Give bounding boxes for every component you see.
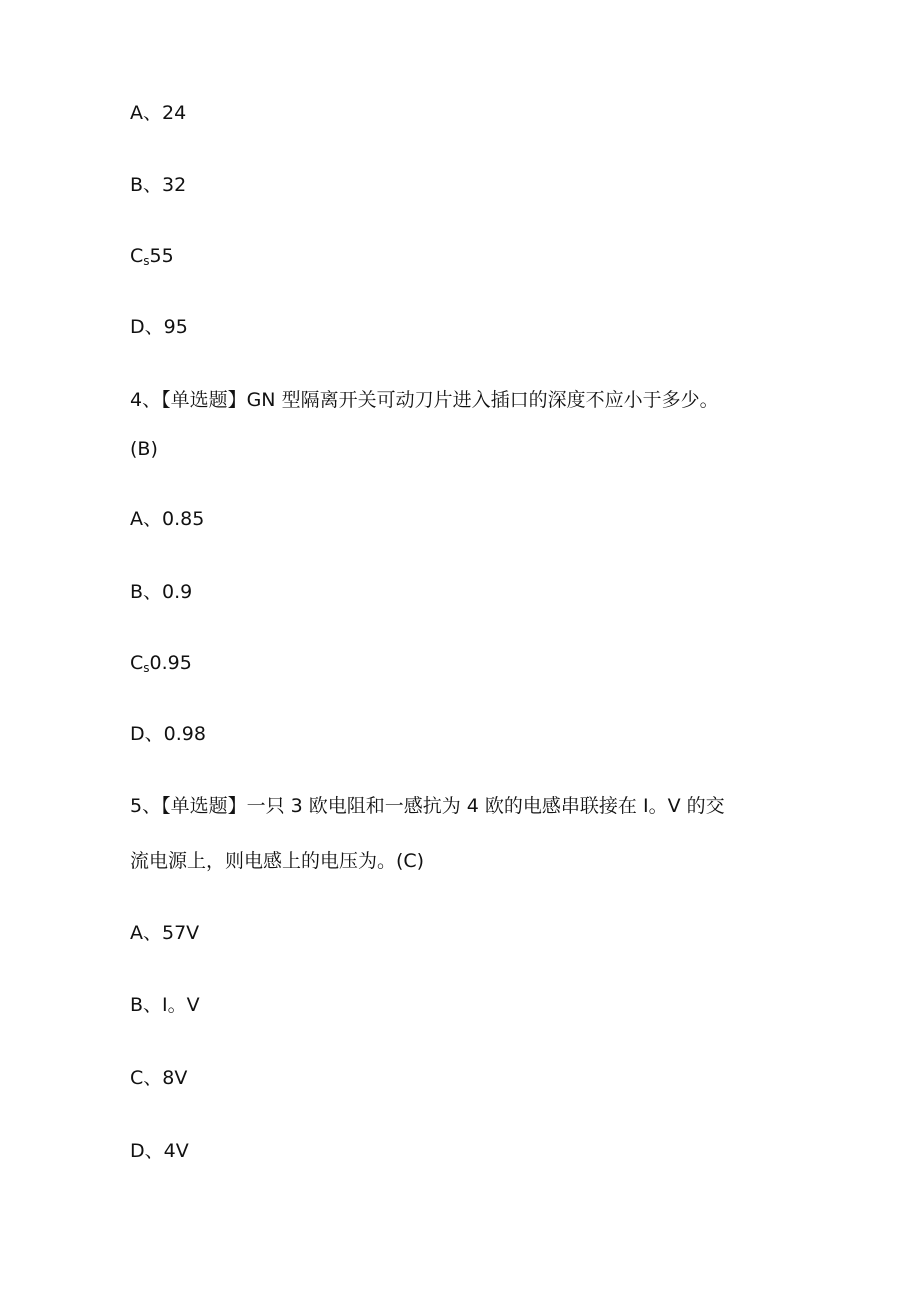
- q4-option-b: B、0.9: [130, 581, 193, 603]
- q3-option-c-sub: s: [143, 254, 150, 268]
- q3-option-c: [130, 243, 174, 274]
- q3-option-c-letter: C: [130, 245, 144, 267]
- q5-stem-line2: 流电源上，则电感上的电压为。(C): [130, 850, 425, 872]
- q4-answer: (B): [130, 438, 158, 460]
- q5-option-d: D、4V: [130, 1140, 189, 1162]
- q4-option-c-value: 0.95: [149, 652, 192, 674]
- q4-option-a: A、0.85: [130, 508, 205, 530]
- q4-option-c-sub: s: [143, 661, 150, 675]
- q4-option-c: [130, 650, 192, 681]
- q3-option-a: A、24: [130, 102, 187, 124]
- q3-option-d: D、95: [130, 316, 188, 338]
- q3-option-c-value: 55: [149, 245, 174, 267]
- q4-option-c-letter: C: [130, 652, 144, 674]
- q5-option-c: C、8V: [130, 1067, 188, 1089]
- q5-option-b: B、I。V: [130, 994, 200, 1016]
- q4-stem: 4、【单选题】GN 型隔离开关可动刀片进入插口的深度不应小于多少。: [130, 389, 719, 411]
- q4-option-d: D、0.98: [130, 723, 206, 745]
- q3-option-b: B、32: [130, 174, 187, 196]
- q5-option-a: A、57V: [130, 922, 200, 944]
- q5-stem-line1: 5、【单选题】一只 3 欧电阻和一感抗为 4 欧的电感串联接在 I。V 的交: [130, 795, 725, 817]
